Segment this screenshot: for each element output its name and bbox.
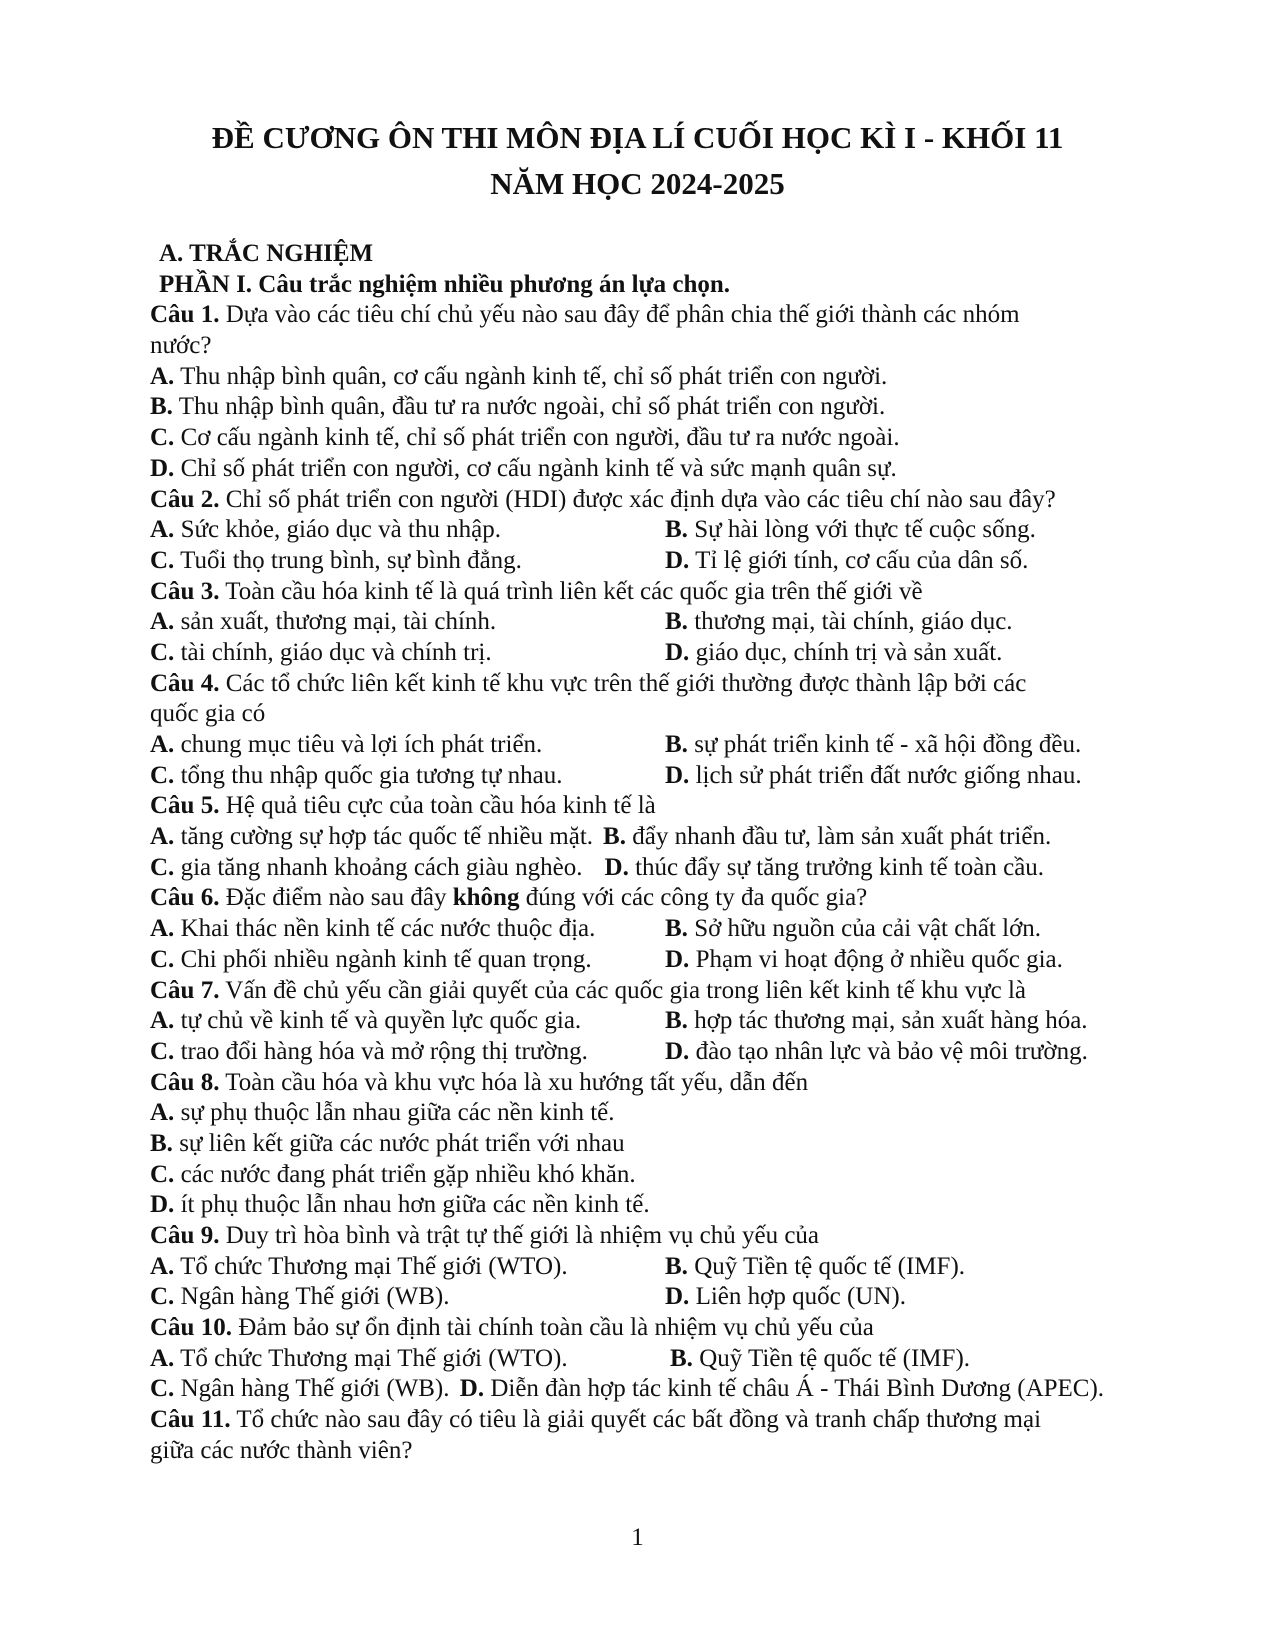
options-row-cd xyxy=(150,945,1210,976)
question-text-end: đúng với các công ty đa quốc gia? xyxy=(519,884,868,912)
question-number: Câu 8. xyxy=(150,1068,220,1096)
question-2 xyxy=(150,485,1210,516)
option-a: A. Tổ chức Thương mại Thế giới (WTO). xyxy=(150,1252,568,1280)
options-row-ab xyxy=(150,914,1210,945)
question-number: Câu 3. xyxy=(150,577,220,605)
options-row-cd xyxy=(150,1037,1210,1068)
option-c: C. trao đổi hàng hóa và mở rộng thị trường. xyxy=(150,1037,588,1065)
option-a: A. Thu nhập bình quân, cơ cấu ngành kinh tế, chỉ số phát triển con người. xyxy=(150,362,888,390)
question-text: Đặc điểm nào sau đây xyxy=(219,884,453,912)
option-c: C. tài chính, giáo dục và chính trị. xyxy=(150,638,492,666)
question-number: Câu 1. xyxy=(150,301,220,329)
question-8 xyxy=(150,1068,1210,1099)
question-text: Hệ quả tiêu cực của toàn cầu hóa kinh tế là xyxy=(219,792,656,820)
question-text: Dựa vào các tiêu chí chủ yếu nào sau đây để phân chia thế giới thành các nhóm xyxy=(219,301,1020,329)
options-row-cd xyxy=(150,546,1210,577)
options-row-cd xyxy=(150,638,1210,669)
document-body xyxy=(150,239,1210,1467)
option-b: B. sự phát triển kinh tế - xã hội đồng đều. xyxy=(665,731,1082,758)
option-b: B. đẩy nhanh đầu tư, làm sản xuất phát triển. xyxy=(603,823,1052,851)
option-d: D. đào tạo nhân lực và bảo vệ môi trường. xyxy=(665,1037,1088,1065)
option-a: A. sản xuất, thương mại, tài chính. xyxy=(150,608,497,636)
document-title-line-2: NĂM HỌC 2024-2025 xyxy=(490,166,785,201)
option-a: A. tự chủ về kinh tế và quyền lực quốc gia. xyxy=(150,1007,582,1035)
emphasis-not: không xyxy=(452,884,520,912)
option-b: B. Sở hữu nguồn của cải vật chất lớn. xyxy=(665,915,1042,943)
option-a: A. chung mục tiêu và lợi ích phát triển. xyxy=(150,731,543,758)
option-b: B. Quỹ Tiền tệ quốc tế (IMF). xyxy=(670,1344,971,1372)
options-row-ab xyxy=(150,515,1210,546)
question-5 xyxy=(150,791,1210,822)
question-text: Duy trì hòa bình và trật tự thế giới là nhiệm vụ chủ yếu của xyxy=(219,1222,820,1249)
option-a: A. Khai thác nền kinh tế các nước thuộc địa. xyxy=(150,915,596,943)
options-row-ab xyxy=(150,1252,1210,1283)
options-row-ab xyxy=(150,822,1210,853)
question-4 xyxy=(150,669,1210,700)
options-row-cd xyxy=(150,853,1210,884)
options-row-cd xyxy=(150,1282,1210,1313)
option-b: B. thương mại, tài chính, giáo dục. xyxy=(665,608,1013,636)
option-b: B. sự liên kết giữa các nước phát triển với nhau xyxy=(150,1129,625,1157)
question-10 xyxy=(150,1313,1210,1344)
option-d: D. lịch sử phát triển đất nước giống nhau. xyxy=(665,761,1082,789)
options-row-ab xyxy=(150,730,1210,761)
question-text: Toàn cầu hóa kinh tế là quá trình liên kết các quốc gia trên thế giới về xyxy=(219,577,923,605)
question-number: Câu 9. xyxy=(150,1222,220,1249)
option-c: C. gia tăng nhanh khoảng cách giàu nghèo. xyxy=(150,853,583,881)
question-text: Toàn cầu hóa và khu vực hóa là xu hướng tất yếu, dẫn đến xyxy=(219,1068,809,1096)
part-heading: PHẦN I. Câu trắc nghiệm nhiều phương án lựa chọn. xyxy=(159,270,731,298)
question-text: Đảm bảo sự ổn định tài chính toàn cầu là nhiệm vụ chủ yếu của xyxy=(231,1314,874,1342)
question-number: Câu 7. xyxy=(150,976,220,1004)
options-row-ab xyxy=(150,607,1210,638)
question-number: Câu 11. xyxy=(150,1406,231,1434)
question-3 xyxy=(150,577,1210,608)
options-row-cd xyxy=(150,1374,1210,1405)
question-9 xyxy=(150,1221,1210,1252)
option-d: D. Liên hợp quốc (UN). xyxy=(665,1283,906,1311)
document-title-line-1: ĐỀ CƯƠNG ÔN THI MÔN ĐỊA LÍ CUỐI HỌC KÌ I - KHỐI 11 xyxy=(211,120,1064,155)
question-7 xyxy=(150,976,1210,1007)
option-d: D. Chỉ số phát triển con người, cơ cấu ngành kinh tế và sức mạnh quân sự. xyxy=(150,454,897,482)
options-row-ab xyxy=(150,1344,1210,1375)
question-1-continued: nước? xyxy=(150,332,212,360)
question-number: Câu 6. xyxy=(150,884,220,912)
option-c: C. Tuổi thọ trung bình, sự bình đẳng. xyxy=(150,546,522,574)
option-b: B. Thu nhập bình quân, đầu tư ra nước ngoài, chỉ số phát triển con người. xyxy=(150,393,886,421)
page-number: 1 xyxy=(631,1524,644,1551)
option-d: D. giáo dục, chính trị và sản xuất. xyxy=(665,638,1003,666)
question-number: Câu 10. xyxy=(150,1314,232,1342)
option-d: D. Tỉ lệ giới tính, cơ cấu của dân số. xyxy=(665,546,1029,574)
question-text: Tổ chức nào sau đây có tiêu là giải quyết các bất đồng và tranh chấp thương mại xyxy=(230,1406,1042,1434)
question-4-continued: quốc gia có xyxy=(150,700,266,728)
question-1 xyxy=(150,300,1210,331)
option-b: B. Quỹ Tiền tệ quốc tế (IMF). xyxy=(665,1252,966,1280)
option-b: B. Sự hài lòng với thực tế cuộc sống. xyxy=(665,516,1036,544)
option-a: A. sự phụ thuộc lẫn nhau giữa các nền kinh tế. xyxy=(150,1099,615,1127)
option-a: A. tăng cường sự hợp tác quốc tế nhiều mặt. xyxy=(150,823,594,851)
option-b: B. hợp tác thương mại, sản xuất hàng hóa. xyxy=(665,1007,1088,1035)
question-text: Vấn đề chủ yếu cần giải quyết của các quốc gia trong liên kết kinh tế khu vực là xyxy=(219,976,1027,1004)
question-11-continued: giữa các nước thành viên? xyxy=(150,1436,413,1464)
question-number: Câu 5. xyxy=(150,792,220,820)
option-d: D. ít phụ thuộc lẫn nhau hơn giữa các nền kinh tế. xyxy=(150,1191,650,1219)
option-a: A. Tổ chức Thương mại Thế giới (WTO). xyxy=(150,1344,568,1372)
option-c: C. tổng thu nhập quốc gia tương tự nhau. xyxy=(150,761,563,789)
question-6 xyxy=(150,883,1210,914)
question-11 xyxy=(150,1405,1210,1436)
question-text: Các tổ chức liên kết kinh tế khu vực trên thế giới thường được thành lập bởi các xyxy=(219,669,1027,697)
question-text: Chỉ số phát triển con người (HDI) được xác định dựa vào các tiêu chí nào sau đây? xyxy=(219,485,1056,513)
question-number: Câu 4. xyxy=(150,669,220,697)
option-c: C. Ngân hàng Thế giới (WB). xyxy=(150,1283,450,1311)
option-d: D. thúc đẩy sự tăng trưởng kinh tế toàn cầu. xyxy=(604,853,1045,881)
options-row-cd xyxy=(150,761,1210,792)
option-c: C. Cơ cấu ngành kinh tế, chỉ số phát triển con người, đầu tư ra nước ngoài. xyxy=(150,424,900,452)
option-a: A. Sức khỏe, giáo dục và thu nhập. xyxy=(150,516,501,544)
option-d: D. Diễn đàn hợp tác kinh tế châu Á - Thái Bình Dương (APEC). xyxy=(459,1375,1105,1403)
option-c: C. Chi phối nhiều ngành kinh tế quan trọng. xyxy=(150,945,592,973)
option-c: C. Ngân hàng Thế giới (WB). xyxy=(150,1375,450,1403)
option-c: C. các nước đang phát triển gặp nhiều khó khăn. xyxy=(150,1160,636,1188)
question-number: Câu 2. xyxy=(150,485,220,513)
option-d: D. Phạm vi hoạt động ở nhiều quốc gia. xyxy=(665,945,1063,973)
options-row-ab xyxy=(150,1006,1210,1037)
section-heading: A. TRẮC NGHIỆM xyxy=(159,240,374,267)
